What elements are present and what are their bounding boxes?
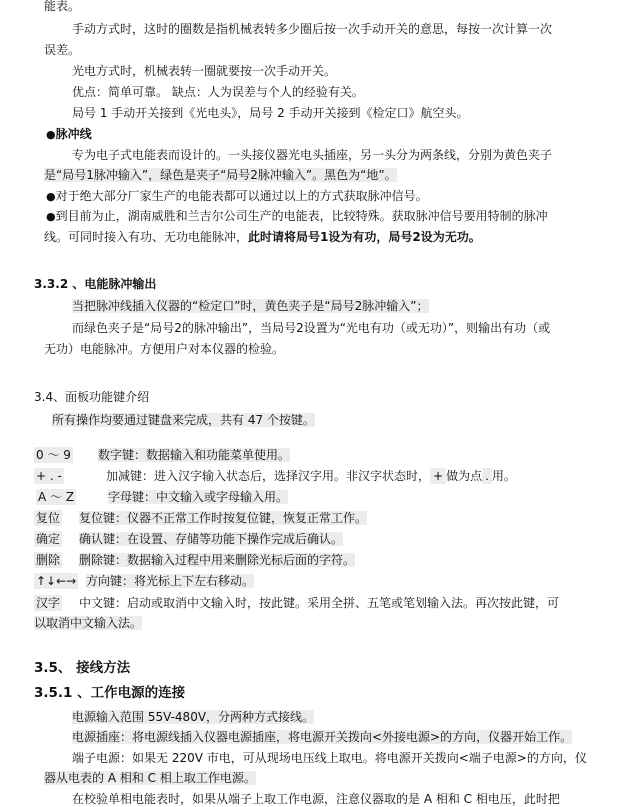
highlighted-text: 是“局号1脉冲输入”，绿色是夹子“局号2脉冲输入”。黑色为“地”。: [44, 168, 397, 182]
plus-key: +: [430, 468, 446, 484]
pulse-title: 脉冲线: [55, 127, 92, 141]
section-heading: 3.4、面板功能键介绍: [34, 390, 150, 404]
line-text: 到目前为止，湖南威胜和兰吉尔公司生产的电能表，比较特殊。获取脉冲信号要用特制的脉冲: [55, 209, 548, 223]
bullet-icon: ●: [46, 190, 56, 203]
highlighted-text: 数字键：数据输入和功能菜单使用。: [98, 448, 291, 462]
highlighted-text: 确认键：在设置、存储等功能下操作完成后确认。: [79, 532, 344, 546]
text-line: 局号 1 手动开关接到《光电头》，局号 2 手动开关接到《检定口》航空头。: [72, 106, 469, 120]
pulse-heading: [46, 126, 92, 143]
key-description: [86, 573, 254, 589]
text-line: 能表。: [44, 0, 81, 13]
bullet-icon: ●: [46, 128, 56, 141]
line-text: 线。可同时接入有功、无功电能脉冲，: [44, 230, 249, 244]
text-line: [34, 615, 142, 631]
text-line: 专为电子式电能表而设计的。一头接仪器光电头插座，另一头分为两条线，分别为黄色夹子: [72, 148, 553, 162]
section-heading: 3.5、 接线方法: [34, 660, 131, 676]
key-description: [79, 531, 343, 547]
highlighted-text: 电源插座：将电源线插入仪器电源插座，将电源开关拨向<外接电源>的方向，仪器开始工作。: [72, 730, 573, 744]
highlighted-text: 复位键：仪器不正常工作时按复位键，恢复正常工作。: [79, 511, 368, 525]
text-line: 光电方式时，机械表转一圈就要按一次手动开关。: [72, 64, 337, 78]
key-label-chinese: 汉字: [36, 596, 61, 610]
text-line: [72, 298, 429, 314]
bold-text: 此时请将局号1设为有功，局号2设为无功。: [248, 230, 481, 244]
line-text: 对于绝大部分厂家生产的电能表都可以通过以上的方式获取脉冲信号。: [55, 189, 428, 203]
subsection-heading: 3.5.1 、工作电源的连接: [34, 685, 186, 701]
text-line: 无功）电能脉冲。方便用户对本仪器的检验。: [44, 342, 285, 356]
text-line: [52, 412, 315, 428]
key-description: [98, 447, 290, 463]
text-line: [72, 729, 572, 745]
bullet-icon: ●: [46, 210, 56, 223]
text-line: [46, 188, 428, 205]
key-description: [106, 468, 516, 484]
key-description: [108, 489, 288, 505]
key-label-arrows: ↑↓←→: [36, 574, 77, 588]
highlighted-text: 器从电表的 A 相和 C 相上取工作电源。: [44, 771, 256, 785]
highlighted-text: 字母键：中文输入或字母输入用。: [108, 490, 289, 504]
key-label-letters: A ～ Z: [38, 490, 75, 504]
highlighted-text: 方向键：将光标上下左右移动。: [86, 574, 255, 588]
text-line: 优点：简单可靠。 缺点：人为误差与个人的经验有关。: [72, 85, 364, 99]
section-heading: 3.3.2 、电能脉冲输出: [34, 277, 157, 291]
key-description: 中文键：启动或取消中文输入时，按此键。采用全拼、五笔或笔划输入法。再次按此键，可: [79, 596, 560, 610]
highlighted-text: 电源输入范围 55V-480V，分两种方式接线。: [72, 710, 315, 724]
text-line: 在校验单相电能表时，如果从端子上取工作电源，注意仪器取的是 A 相和 C 相电压，此时把: [72, 792, 560, 806]
text-line: [44, 770, 256, 786]
text-line: 而绿色夹子是“局号2的脉冲输出”，当局号2设置为“光电有功（或无功）”，则输出有功（或: [72, 321, 551, 335]
text-line: [72, 709, 314, 725]
dot-key: .: [482, 468, 492, 484]
key-description: [79, 552, 355, 568]
highlighted-text: 删除键：数据输入过程中用来删除光标后面的字符。: [79, 553, 356, 567]
key-label-plus-minus: + . -: [36, 469, 62, 483]
line-text: 加减键：进入汉字输入状态后，选择汉字用。非汉字状态时，: [106, 469, 431, 483]
line-text: 用。: [491, 469, 516, 483]
key-label-digits: 0 ～ 9: [36, 448, 71, 462]
key-description: [79, 510, 367, 526]
text-line: 手动方式时，这时的圈数是指机械表转多少圈后按一次手动开关的意思，每按一次计算一次: [72, 22, 553, 36]
text-line: 误差。: [44, 43, 81, 57]
text-line: 端子电源：如果无 220V 市电，可从现场电压线上取电。将电源开关拨向<端子电源>的方向，仪: [72, 751, 587, 765]
highlighted-text: 所有操作均要通过键盘来完成，共有 47 个按键。: [52, 413, 315, 427]
key-label-reset: 复位: [36, 511, 61, 525]
line-text: 做为点: [446, 469, 483, 483]
highlighted-text: 以取消中文输入法。: [34, 616, 143, 630]
highlighted-text: 当把脉冲线插入仪器的“检定口”时，黄色夹子是“局号2脉冲输入”；: [72, 299, 429, 313]
text-line: [44, 229, 481, 245]
text-line: [46, 208, 548, 225]
key-label-delete: 删除: [36, 553, 61, 567]
text-line: [44, 167, 397, 183]
key-label-confirm: 确定: [36, 532, 61, 546]
